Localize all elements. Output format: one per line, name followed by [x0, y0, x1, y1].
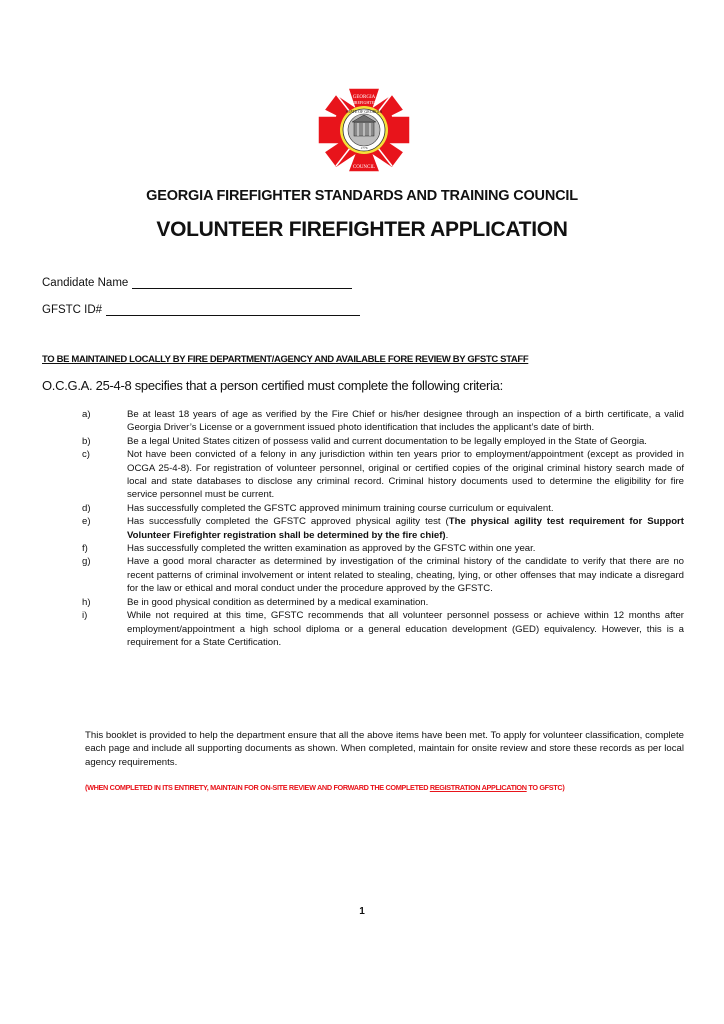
gfstc-id-label: GFSTC ID#: [42, 304, 103, 316]
criteria-text: Have a good moral character as determined by investigation of the criminal history of the candidate to verify that there are no recent patterns of criminal involvement or intent related to stealing, cheating, lying, or other offenses that may indicate a disregard for the law or ethical and moral conduct under the procedure approved by the GFSTC.: [127, 556, 684, 595]
criteria-text: Be at least 18 years of age as verified by the Fire Chief or his/her designee through an inspection of a birth certificate, a valid Georgia Driver’s License or a government issued photo identification that includes the applicant’s date of birth.: [127, 409, 684, 434]
gfstc-logo-icon: [316, 86, 412, 174]
svg-text:STATE OF GEORGIA: STATE OF GEORGIA: [345, 109, 383, 114]
criteria-list: [82, 408, 684, 649]
candidate-name-label: Candidate Name: [42, 277, 129, 289]
criteria-label: e): [82, 516, 91, 528]
criteria-item-i: [82, 609, 684, 649]
criteria-label: a): [82, 409, 91, 420]
criteria-label: f): [82, 543, 88, 555]
criteria-text: Be a legal United States citizen of possess valid and current documentation to be legally employed in the State of Georgia.: [127, 435, 647, 447]
criteria-item-e: [82, 515, 684, 542]
criteria-intro: O.C.G.A. 25-4-8 specifies that a person certified must complete the following criteria:: [42, 378, 503, 393]
criteria-label: i): [82, 610, 88, 622]
criteria-label: b): [82, 435, 91, 447]
svg-text:GEORGIA: GEORGIA: [352, 95, 376, 100]
criteria-text: While not required at this time, GFSTC recommends that all volunteer personnel possess or achieve within 12 months after employment/appointment a high school diploma or a general education development (GED) equivalency. However, this is a requirement for a State Certification.: [127, 610, 684, 648]
registration-application-link: REGISTRATION APPLICATION: [429, 783, 527, 792]
page-title: VOLUNTEER FIREFIGHTER APPLICATION: [156, 218, 568, 241]
criteria-item-g: [82, 555, 684, 595]
gfstc-id-input[interactable]: [106, 303, 360, 316]
criteria-item-d: [82, 502, 684, 515]
criteria-item-b: [82, 435, 684, 448]
criteria-text: [127, 515, 684, 542]
organization-title: GEORGIA FIREFIGHTER STANDARDS AND TRAINING COUNCIL: [146, 188, 578, 204]
criteria-item-c: [82, 448, 684, 502]
submission-note: [85, 783, 564, 792]
criteria-text: Be in good physical condition as determined by a medical examination.: [127, 596, 429, 608]
criteria-text-regular: Has successfully completed the GFSTC approved physical agility test (: [127, 516, 449, 528]
svg-text:COUNCIL: COUNCIL: [352, 165, 376, 170]
svg-text:FIREFIGHTER: FIREFIGHTER: [351, 100, 377, 105]
criteria-text: Not have been convicted of a felony in any jurisdiction within ten years prior to employment/appointment (except as provided in OCGA 25-4-8). For registration of volunteer personnel, original or certified copies of the original criminal history search made of local and state databases to disclose any criminal record. Criminal history documents used to determine the eligibility for fire service personnel must be current.: [127, 449, 684, 501]
submission-note-suffix: TO GFSTC): [526, 783, 565, 792]
criteria-label: c): [82, 449, 90, 461]
candidate-name-field: [42, 276, 352, 289]
submission-note-prefix: (WHEN COMPLETED IN ITS ENTIRETY, MAINTAIN FOR ON-SITE REVIEW AND FORWARD THE COMPLETED: [85, 783, 430, 792]
candidate-name-input[interactable]: [132, 276, 352, 289]
criteria-text-bold: The physical agility test requirement for Support Volunteer Firefighter registration shall be determined by the fire chief): [127, 516, 684, 541]
criteria-item-f: [82, 542, 684, 555]
gfstc-id-field: [42, 303, 360, 316]
booklet-instructions: This booklet is provided to help the department ensure that all the above items have been met. To apply for volunteer classification, complete each page and include all supporting documents as shown. When completed, maintain for onsite review and store these records as per local agency requirements.: [85, 730, 684, 768]
criteria-item-a: [82, 408, 684, 435]
maintenance-notice: TO BE MAINTAINED LOCALLY BY FIRE DEPARTMENT/AGENCY AND AVAILABLE FORE REVIEW BY GFSTC STAFF: [42, 354, 529, 365]
criteria-item-h: [82, 596, 684, 609]
page-number: 1: [359, 906, 365, 917]
svg-text:1776: 1776: [360, 146, 368, 150]
criteria-text-tail: .: [445, 529, 449, 541]
criteria-text: Has successfully completed the written examination as approved by the GFSTC within one year.: [127, 543, 536, 555]
criteria-label: h): [82, 596, 91, 608]
criteria-text: Has successfully completed the GFSTC approved minimum training course curriculum or equivalent.: [127, 502, 554, 514]
criteria-label: d): [82, 502, 91, 514]
criteria-label: g): [82, 556, 91, 568]
